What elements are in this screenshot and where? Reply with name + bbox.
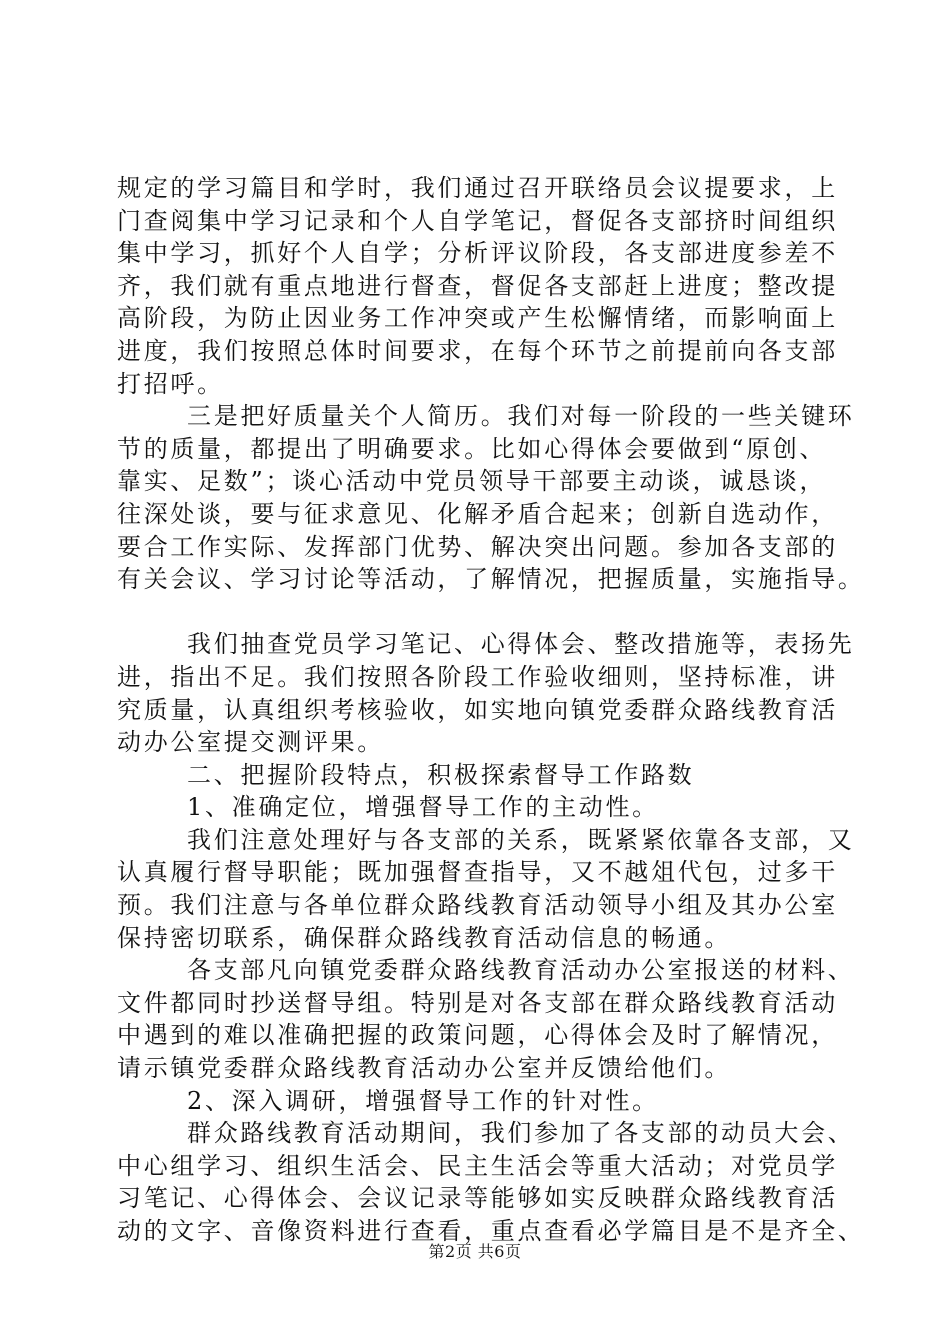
subsection-heading: 2、深入调研，增强督导工作的针对性。 [187,1086,659,1115]
text-line: 习笔记、心得体会、会议记录等能够如实反映群众路线教育活 [117,1184,838,1213]
text-line: 节的质量，都提出了明确要求。比如心得体会要做到“原创、 [117,434,827,463]
text-line: 门查阅集中学习记录和个人自学笔记，督促各支部挤时间组织 [117,206,838,235]
paragraph-start-line: 各支部凡向镇党委群众路线教育活动办公室报送的材料、 [187,956,855,985]
text-line: 有关会议、学习讨论等活动，了解情况，把握质量，实施指导。 [117,565,865,594]
text-line: 规定的学习篇目和学时，我们通过召开联络员会议提要求，上 [117,174,838,202]
paragraph-start-line: 我们注意处理好与各支部的关系，既紧紧依靠各支部，又 [187,825,855,854]
text-line: 靠实、足数”；谈心活动中党员领导干部要主动谈，诚恳谈， [117,467,827,496]
subsection-heading: 1、准确定位，增强督导工作的主动性。 [187,793,659,822]
paragraph-start-line: 三是把好质量关个人简历。我们对每一阶段的一些关键环 [187,402,855,431]
text-line: 文件都同时抄送督导组。特别是对各支部在群众路线教育活动 [117,988,838,1017]
text-line: 高阶段，为防止因业务工作冲突或产生松懈情绪，而影响面上 [117,304,838,333]
text-line: 动的文字、音像资料进行查看，重点查看必学篇目是不是齐全、 [117,1217,865,1245]
text-line: 预。我们注意与各单位群众路线教育活动领导小组及其办公室 [117,891,838,920]
section-heading: 二、把握阶段特点，积极探索督导工作路数 [187,760,695,789]
text-line: 保持密切联系，确保群众路线教育活动信息的畅通。 [117,923,732,952]
text-line: 进度，我们按照总体时间要求，在每个环节之前提前向各支部 [117,336,838,365]
paragraph-start-line: 群众路线教育活动期间，我们参加了各支部的动员大会、 [187,1119,855,1148]
text-line: 集中学习，抓好个人自学；分析评议阶段，各支部进度参差不 [117,239,838,268]
text-line: 认真履行督导职能；既加强督查指导，又不越俎代包，过多干 [117,858,838,887]
text-line: 究质量，认真组织考核验收，如实地向镇党委群众路线教育活 [117,695,838,724]
text-line: 进，指出不足。我们按照各阶段工作验收细则，坚持标准，讲 [117,662,838,691]
text-line: 请示镇党委群众路线教育活动办公室并反馈给他们。 [117,1054,732,1083]
paragraph-start-line: 我们抽查党员学习笔记、心得体会、整改措施等，表扬先 [187,630,855,659]
paragraph-gap [117,596,857,629]
text-line: 动办公室提交测评果。 [117,728,384,757]
text-line: 要合工作实际、发挥部门优势、解决突出问题。参加各支部的 [117,532,838,561]
text-line: 齐，我们就有重点地进行督查，督促各支部赶上进度；整改提 [117,271,838,300]
page-number-footer: 第2页 共6页 [428,1242,522,1261]
text-line: 打招呼。 [117,369,224,398]
text-line: 中遇到的难以准确把握的政策问题，心得体会及时了解情况， [117,1021,838,1050]
text-line: 往深处谈，要与征求意见、化解矛盾合起来；创新自选动作， [117,499,838,528]
text-line: 中心组学习、组织生活会、民主生活会等重大活动；对党员学 [117,1151,838,1180]
document-body [117,172,865,1248]
